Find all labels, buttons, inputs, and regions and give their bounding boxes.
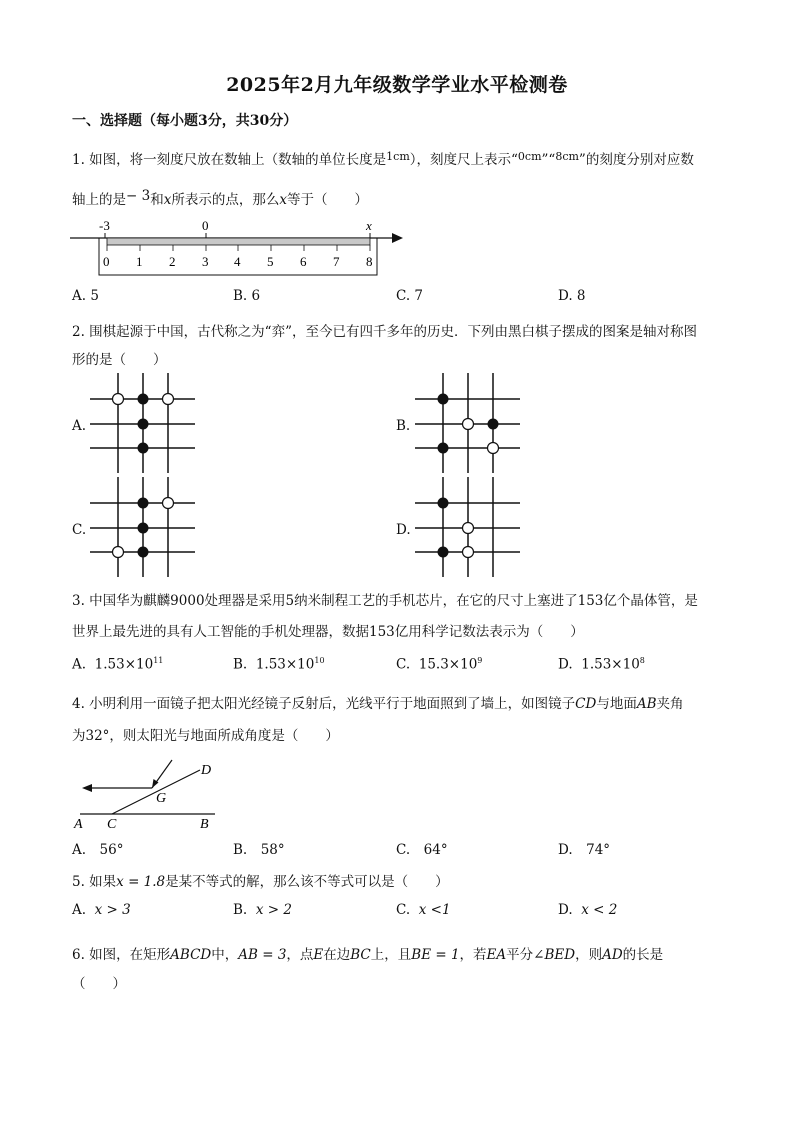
q3-option-c[interactable]: C. $15.3\times 10^9$ bbox=[396, 656, 483, 673]
q5-option-c[interactable]: C. x <1 bbox=[396, 902, 451, 918]
q3-option-b[interactable]: B. $1.53\times 10^{10}$ bbox=[233, 656, 325, 673]
q1-option-a[interactable]: A. 5 bbox=[72, 288, 99, 304]
point-g-label: G bbox=[156, 791, 167, 806]
svg-text:5: 5 bbox=[267, 254, 274, 269]
question-4-line-2: 为32°，则太阳光与地面所成角度是（ ） bbox=[72, 728, 339, 744]
q5-option-d[interactable]: D. x < 2 bbox=[558, 902, 618, 918]
q4-option-d[interactable]: D. 74° bbox=[558, 842, 611, 858]
q2-option-a-label[interactable]: A. bbox=[72, 418, 87, 434]
question-6-line-1: 6. 如图，在矩形ABCD中，AB = 3，点E在边BC上，且BE = 1，若EA平分∠BED，则AD的长是 bbox=[72, 947, 664, 963]
q4-option-c[interactable]: C. 64° bbox=[396, 842, 448, 858]
point-b-label: B bbox=[200, 817, 209, 832]
question-1-line-1: 1. 如图，将一刻度尺放在数轴上（数轴的单位长度是$^{1cm}$），刻度尺上表示“$^{0cm}$”“$^{8cm}$”的刻度分别对应数 bbox=[72, 150, 694, 168]
q5-option-a[interactable]: A. x > 3 bbox=[72, 902, 131, 918]
question-1-line-2: 轴上的是− 3和x所表示的点，那么x等于（ ） bbox=[72, 188, 368, 208]
q4-option-a[interactable]: A. 56° bbox=[72, 842, 124, 858]
q2-option-c-figure[interactable] bbox=[90, 477, 200, 577]
q5-option-b[interactable]: B. x > 2 bbox=[233, 902, 292, 918]
q1-option-d[interactable]: D. 8 bbox=[558, 288, 586, 304]
page-title: 2025年2月九年级数学学业水平检测卷 bbox=[226, 74, 568, 96]
svg-text:0: 0 bbox=[103, 254, 110, 269]
svg-text:4: 4 bbox=[234, 254, 241, 269]
section-heading: 一、选择题（每小题3分，共30分） bbox=[72, 113, 298, 129]
svg-text:3: 3 bbox=[202, 254, 209, 269]
question-6-line-2: （ ） bbox=[72, 976, 126, 992]
q2-option-a-figure[interactable] bbox=[90, 373, 200, 473]
point-c-label: C bbox=[107, 817, 117, 832]
question-5-line-1: 5. 如果x = 1.8是某不等式的解，那么该不等式可以是（ ） bbox=[72, 874, 449, 890]
svg-text:1: 1 bbox=[136, 254, 143, 269]
svg-text:6: 6 bbox=[300, 254, 307, 269]
svg-text:2: 2 bbox=[169, 254, 176, 269]
axis-label-x: x bbox=[366, 218, 372, 233]
question-2-line-1: 2. 围棋起源于中国，古代称之为“弈”，至今已有四千多年的历史．下列由黑白棋子摆成的图案是轴对称图 bbox=[72, 324, 697, 340]
axis-label-neg3: -3 bbox=[99, 218, 110, 233]
q2-option-d-figure[interactable] bbox=[415, 477, 525, 577]
svg-text:7: 7 bbox=[333, 254, 340, 269]
mirror-reflection-figure bbox=[72, 760, 232, 834]
q3-option-d[interactable]: D. $1.53\times 10^8$ bbox=[558, 656, 645, 673]
axis-label-0: 0 bbox=[202, 218, 209, 233]
question-4-line-1: 4. 小明利用一面镜子把太阳光经镜子反射后，光线平行于地面照到了墙上，如图镜子CD与地面AB夹角 bbox=[72, 696, 684, 712]
q2-option-d-label[interactable]: D. bbox=[396, 522, 411, 538]
q1-option-c[interactable]: C. 7 bbox=[396, 288, 424, 304]
question-3-line-1: 3. 中国华为麒麟9000处理器是采用5纳米制程工艺的手机芯片，在它的尺寸上塞进了153亿个晶体管，是 bbox=[72, 593, 698, 609]
q2-option-b-figure[interactable] bbox=[415, 373, 525, 473]
question-3-line-2: 世界上最先进的具有人工智能的手机处理器，数据153亿用科学记数法表示为（ ） bbox=[72, 624, 584, 640]
q2-option-b-label[interactable]: B. bbox=[396, 418, 411, 434]
q1-option-b[interactable]: B. 6 bbox=[233, 288, 261, 304]
q3-option-a[interactable]: A. $1.53\times 10^{11}$ bbox=[72, 656, 164, 673]
q4-option-b[interactable]: B. 58° bbox=[233, 842, 285, 858]
number-line-ruler-figure bbox=[70, 218, 410, 278]
point-a-label: A bbox=[74, 817, 83, 832]
svg-text:8: 8 bbox=[366, 254, 373, 269]
point-d-label: D bbox=[201, 763, 212, 778]
question-2-line-2: 形的是（ ） bbox=[72, 352, 167, 368]
q2-option-c-label[interactable]: C. bbox=[72, 522, 87, 538]
